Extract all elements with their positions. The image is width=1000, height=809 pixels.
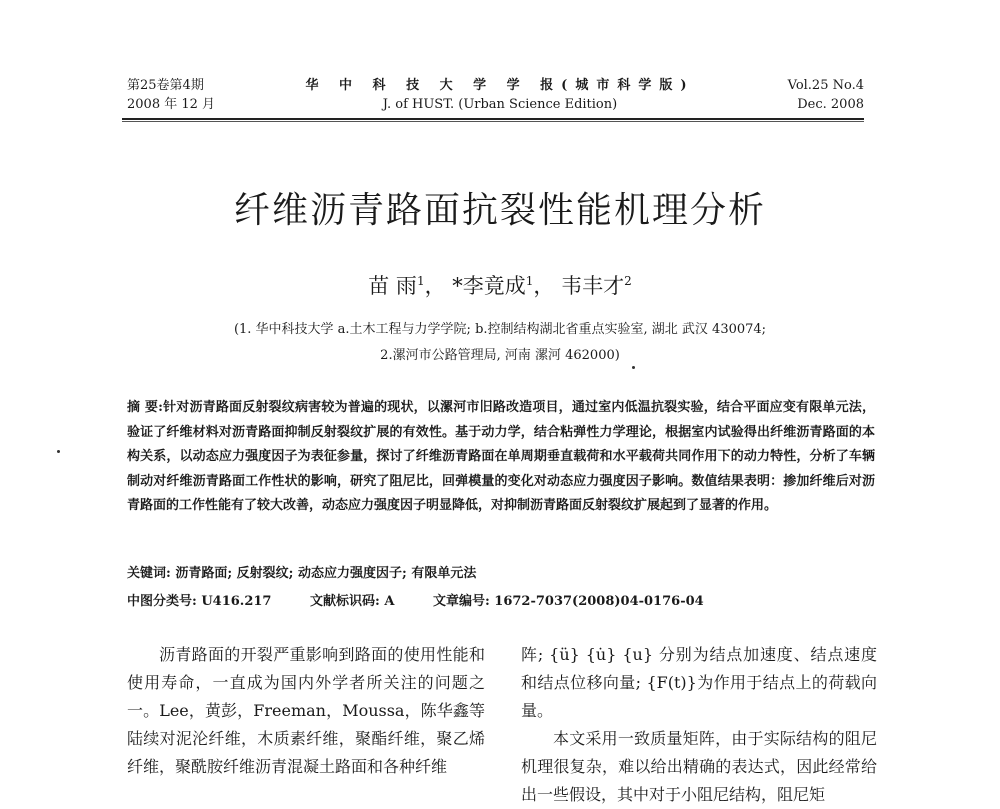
vol-no: Vol.25 No.4: [787, 78, 864, 93]
author-2-affil: 1: [525, 274, 534, 288]
journal-volume-en: [788, 76, 864, 114]
author-line: [0, 270, 1000, 300]
header-rule: [122, 118, 864, 120]
author-1: 苗 雨: [368, 274, 417, 298]
author-sep: ，: [533, 274, 555, 298]
affiliation-line-1: (1. 华中科技大学 a.土木工程与力学学院; b.控制结构湖北省重点实验室, 湖北 武汉 430074;: [233, 322, 767, 337]
doc-code: 文献标识码: A: [310, 594, 395, 609]
affiliation-line-2: 2.漯河市公路管理局, 河南 漯河 462000): [380, 348, 620, 363]
author-2: *李竟成: [452, 274, 526, 298]
keywords: [127, 562, 476, 581]
abstract: [127, 396, 875, 519]
author-3-affil: 2: [624, 274, 632, 288]
abstract-label: 摘 要:: [127, 400, 163, 415]
clc-number: 中图分类号: U416.217: [127, 594, 272, 609]
body-column-left: 沥青路面的开裂严重影响到路面的使用性能和使用寿命，一直成为国内外学者所关注的问题之一。Lee，黄彭，Freeman，Moussa，陈华鑫等陆续对泥沦纤维，木质素纤维，聚酯纤维，聚乙烯纤维，聚酰胺纤维沥青混凝土路面和各种纤维: [127, 645, 485, 776]
body-right-para-2: 本文采用一致质量矩阵，由于实际结构的阻尼机理很复杂，难以给出精确的表达式，因此经常给出一些假设，其中对于小阻尼结构，阻尼矩: [521, 729, 877, 804]
keywords-label: 关键词:: [127, 566, 171, 581]
article-number: 文章编号: 1672-7037(2008)04-0176-04: [432, 594, 704, 609]
scan-speck: [57, 450, 60, 453]
author-3: 韦丰才: [561, 274, 625, 298]
journal-title-en: J. of HUST. (Urban Science Edition): [382, 97, 618, 112]
volume-issue: 第25卷第4期: [127, 78, 204, 93]
keywords-text: 沥青路面; 反射裂纹; 动态应力强度因子; 有限单元法: [175, 566, 477, 581]
classification-line: [127, 590, 738, 609]
date-en: Dec. 2008: [797, 97, 864, 112]
issue-date: 2008 年 12 月: [127, 97, 216, 112]
journal-title-cn: 华 中 科 技 大 学 学 报(城市科学版): [305, 78, 695, 93]
paper-title: 纤维沥青路面抗裂性能机理分析: [233, 190, 766, 231]
body-column-right: [521, 641, 877, 809]
header-rule-thin: [122, 121, 864, 122]
scan-speck: [632, 366, 635, 369]
abstract-text: 针对沥青路面反射裂纹病害较为普遍的现状，以漯河市旧路改造项目，通过室内低温抗裂实验，结合平面应变有限单元法，验证了纤维材料对沥青路面抑制反射裂纹扩展的有效性。基于动力学，结合粘弹性力学理论，根据室内试验得出纤维沥青路面的本构关系，以动态应力强度因子为表征参量，探讨了纤维沥青路面在单周期垂直载荷和水平载荷共同作用下的动力特性，分析了车辆制动对纤维沥青路面工作性状的影响，研究了阻尼比，回弹模量的变化对动态应力强度因子影响。数值结果表明：掺加纤维后对沥青路面的工作性能有了较大改善，动态应力强度因子明显降低，对抑制沥青路面反射裂纹扩展起到了显著的作用。: [127, 400, 875, 514]
author-1-affil: 1: [416, 274, 425, 288]
author-sep: ，: [424, 274, 446, 298]
body-right-para-1: 阵; {ü} {u̇} {u} 分别为结点加速度、结点速度和结点位移向量; {F(t)}为作用于结点上的荷载向量。: [521, 645, 877, 720]
